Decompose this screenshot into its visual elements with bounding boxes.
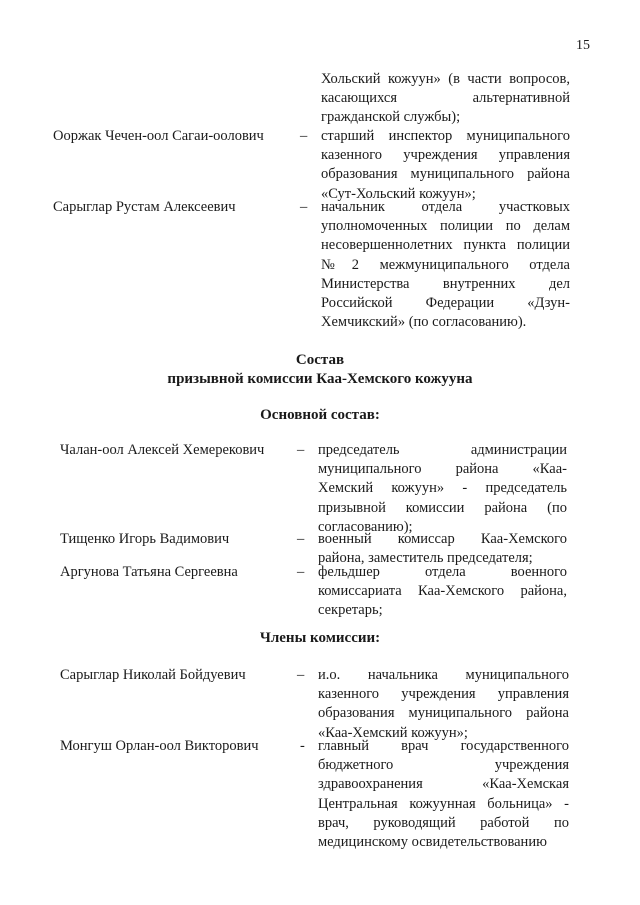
- text-line: бюджетного учреждения: [318, 757, 569, 774]
- member-dash: –: [297, 531, 305, 547]
- text-line: Министерства внутренних дел: [321, 275, 570, 292]
- member-dash: –: [297, 564, 305, 580]
- text-line: уполномоченных полиции по делам: [321, 218, 570, 235]
- member-name: Аргунова Татьяна Сергеевна: [60, 564, 238, 580]
- text-line: Российской Федерации «Дзун-: [321, 295, 570, 312]
- member-name: Монгуш Орлан-оол Викторович: [60, 738, 259, 754]
- text-line: «Сут-Хольский кожуун»;: [321, 185, 476, 202]
- text-line: касающихся альтернативной: [321, 90, 570, 107]
- member-description: [318, 441, 567, 537]
- text-line: муниципального района «Каа-: [318, 461, 567, 478]
- member-description: [318, 737, 569, 852]
- member-name: Чалан-оол Алексей Хемерекович: [60, 442, 265, 458]
- member-description: [321, 198, 570, 332]
- section-title-line1: Состав: [295, 352, 345, 368]
- member-name: Сарыглар Рустам Алексеевич: [53, 199, 236, 215]
- text-line: фельдшер отдела военного: [318, 564, 567, 580]
- text-line: согласованию);: [318, 518, 413, 535]
- text-line: призывной комиссии района (по: [318, 499, 567, 516]
- text-line: начальник отдела участковых: [321, 199, 570, 215]
- text-line: образования муниципального района: [318, 705, 569, 722]
- section-title-line2: призывной комиссии Каа-Хемского кожууна: [167, 371, 473, 387]
- text-line: Хольский кожуун» (в части вопросов,: [321, 71, 570, 87]
- member-description: [321, 127, 570, 204]
- text-line: гражданской службы);: [321, 109, 461, 126]
- text-line: №2 межмуниципального отдела: [321, 256, 570, 273]
- text-line: казенного учреждения управления: [321, 147, 570, 164]
- page-number: 15: [576, 38, 590, 53]
- member-dash: –: [297, 667, 305, 683]
- member-dash: –: [300, 128, 308, 144]
- main-composition-title: Основной состав:: [260, 407, 380, 423]
- member-dash: -: [300, 738, 305, 754]
- text-line: председатель администрации: [318, 442, 567, 458]
- text-line: несовершеннолетних пункта полиции: [321, 237, 570, 254]
- text-line: Хемчикский» (по согласованию).: [321, 314, 527, 331]
- text-line: старший инспектор муниципального: [321, 128, 570, 144]
- text-line: образования муниципального района: [321, 166, 570, 183]
- member-description: [318, 563, 567, 621]
- text-line: секретарь;: [318, 602, 383, 619]
- commission-members-title: Члены комиссии:: [259, 630, 381, 646]
- member-name: Ооржак Чечен-оол Сагаи-оолович: [53, 128, 264, 144]
- text-line: главный врач государственного: [318, 738, 569, 754]
- text-line: здравоохранения «Каа-Хемская: [318, 776, 569, 793]
- text-line: района, заместитель председателя;: [318, 550, 533, 567]
- member-dash: –: [300, 199, 308, 215]
- text-line: комиссариата Каа-Хемского района,: [318, 583, 567, 600]
- text-line: Центральная кожуунная больница» -: [318, 795, 569, 812]
- text-line: медицинскому освидетельствованию: [318, 834, 547, 851]
- member-name: Тищенко Игорь Вадимович: [60, 531, 230, 547]
- text-line: «Каа-Хемский кожуун»;: [318, 724, 468, 741]
- member-description: [318, 666, 569, 743]
- text-line: казенного учреждения управления: [318, 686, 569, 703]
- text-line: военный комиссар Каа-Хемского: [318, 531, 567, 547]
- member-dash: –: [297, 442, 305, 458]
- continuation-text: [321, 70, 570, 128]
- member-name: Сарыглар Николай Бойдуевич: [60, 667, 246, 683]
- text-line: врач, руководящий работой по: [318, 814, 569, 831]
- text-line: и.о. начальника муниципального: [318, 667, 569, 683]
- text-line: Хемский кожуун» - председатель: [318, 480, 567, 497]
